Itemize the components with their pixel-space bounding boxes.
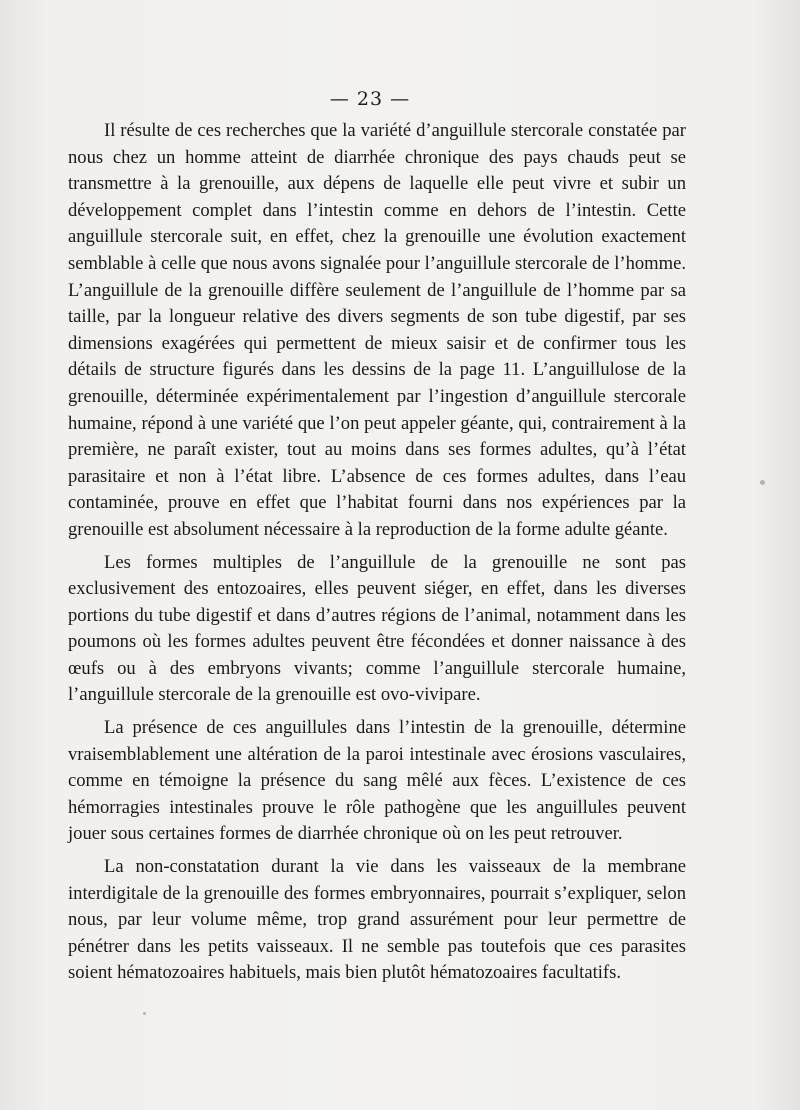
paper-speck [143, 1012, 146, 1015]
paragraph-2: Les formes multiples de l’anguillule de la grenouille ne sont pas exclusivement des entozoaires, elles peuvent siéger, en effet, dans les diverses portions du tube digestif et dans d’autres régions de l’animal, notamment dans les poumons où les formes adultes peuvent être fécondées et donner naissance à des œufs ou à des embryons vivants; comme l’anguillule stercorale humaine, l’anguillule stercorale de la grenouille est ovo-vivipare. [68, 551, 686, 706]
paragraph-4: La non-constatation durant la vie dans les vaisseaux de la membrane interdigitale de la grenouille des formes embryonnaires, pourrait s’expliquer, selon nous, par leur volume même, trop grand assurément pour leur permettre de pénétrer dans les petits vaisseaux. Il ne semble pas toutefois que ces parasites soient hématozoaires habituels, mais bien plutôt hématozoaires facultatifs. [68, 856, 686, 984]
body-text [68, 118, 686, 987]
paragraph-3: La présence de ces anguillules dans l’intestin de la grenouille, détermine vraisemblablement une altération de la paroi intestinale avec érosions vasculaires, comme en témoigne la présence du sang mêlé aux fèces. L’existence de ces hémorragies intestinales prouve le rôle pathogène que les anguillules peuvent jouer sous certaines formes de diarrhée chronique où on les peut retrouver. [68, 717, 686, 845]
page-number: — 23 — [329, 88, 411, 110]
paper-speck [760, 480, 765, 485]
paragraph-1: Il résulte de ces recherches que la variété d’anguillule stercorale constatée par nous chez un homme atteint de diarrhée chronique des pays chauds peut se transmettre à la grenouille, aux dépens de laquelle elle peut vivre et subir un développement complet dans l’intestin comme en dehors de l’intestin. Cette anguillule stercorale suit, en effet, chez la grenouille une évolution exactement semblable à celle que nous avons signalée pour l’anguillule stercorale de l’homme. L’anguillule de la grenouille diffère seulement de l’anguillule de l’homme par sa taille, par la longueur relative des divers segments de son tube digestif, par ses dimensions exagérées qui permettent de mieux saisir et de confirmer tous les détails de structure figurés dans les dessins de la page 11. L’anguillulose de la grenouille, déterminée expérimentalement par l’ingestion d’anguillule stercorale humaine, répond à une variété que l’on peut appeler géante, qui, contrairement à la première, ne paraît exister, tout au moins dans ses formes adultes, qu’à l’état parasitaire et non à l’état libre. L’absence de ces formes adultes, dans l’eau contaminée, prouve en effet que l’habitat fourni dans nos expériences par la grenouille est absolument nécessaire à la reproduction de la forme adulte géante. [68, 120, 686, 540]
